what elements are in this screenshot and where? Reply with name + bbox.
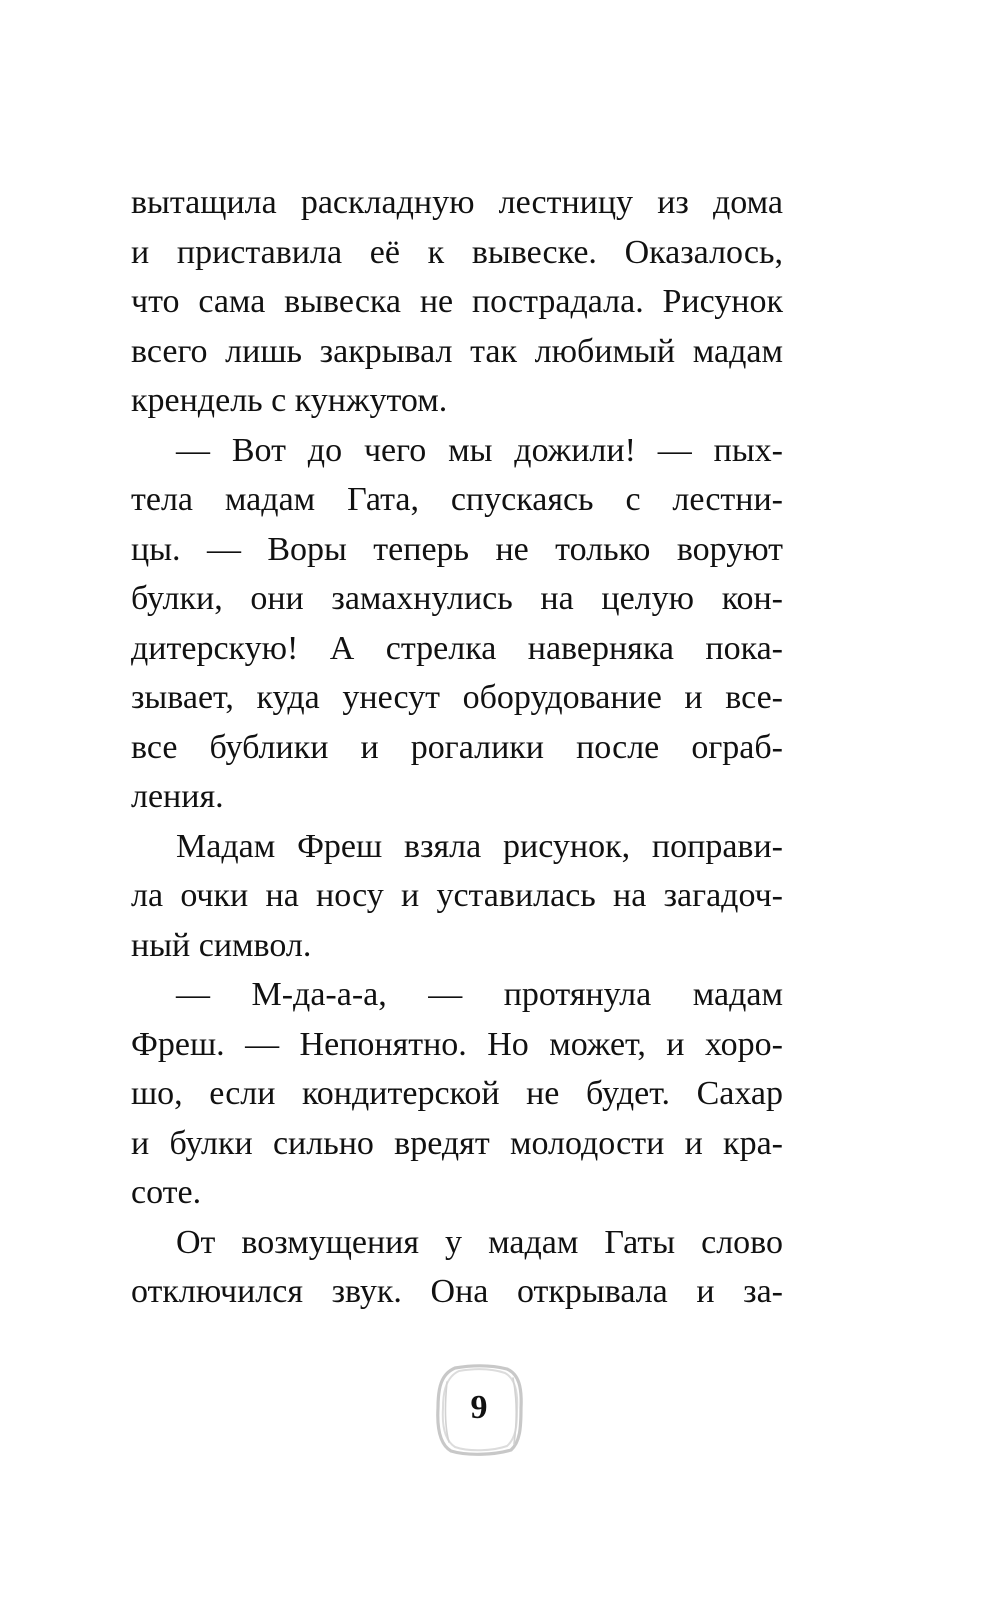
text-line: зывает, куда унесут оборудование и все- (131, 679, 783, 716)
text-line: — М-да-а-а, — протянула мадам (176, 976, 783, 1013)
text-line: Фреш. — Непонятно. Но может, и хоро- (131, 1025, 783, 1063)
text-line: ный символ. (131, 926, 312, 964)
text-line: крендель с кунжутом. (131, 382, 448, 419)
text-line: — Вот до чего мы дожили! — пых- (176, 431, 783, 469)
text-line: цы. — Воры теперь не только воруют (131, 530, 783, 568)
text-line: всего лишь закрывал так любимый мадам (131, 332, 783, 370)
text-line: вытащила раскладную лестницу из дома (131, 184, 783, 221)
text-line: шо, если кондитерской не будет. Сахар (131, 1075, 783, 1112)
text-line: дитерскую! А стрелка наверняка пока- (131, 629, 783, 667)
text-line: и булки сильно вредят молодости и кра- (131, 1124, 783, 1162)
text-line: Мадам Фреш взяла рисунок, поправи- (176, 827, 783, 865)
text-line: ления. (131, 778, 224, 815)
text-line: все бублики и рогалики после ограб- (131, 728, 783, 766)
page-number: 9 (470, 1389, 488, 1426)
text-line: и приставила её к вывеске. Оказалось, (131, 233, 783, 271)
text-line: отключился звук. Она открывала и за- (131, 1273, 783, 1310)
text-line: что сама вывеска не пострадала. Рисунок (131, 283, 783, 320)
text-line: булки, они замахнулись на целую кон- (131, 580, 783, 617)
text-line: соте. (131, 1174, 202, 1211)
text-line: ла очки на носу и уставилась на загадоч- (131, 877, 783, 914)
text-line: тела мадам Гата, спускаясь с лестни- (131, 481, 783, 518)
page-number-badge (433, 1362, 525, 1458)
text-line: От возмущения у мадам Гаты слово (176, 1223, 783, 1261)
body-text (131, 178, 783, 1317)
